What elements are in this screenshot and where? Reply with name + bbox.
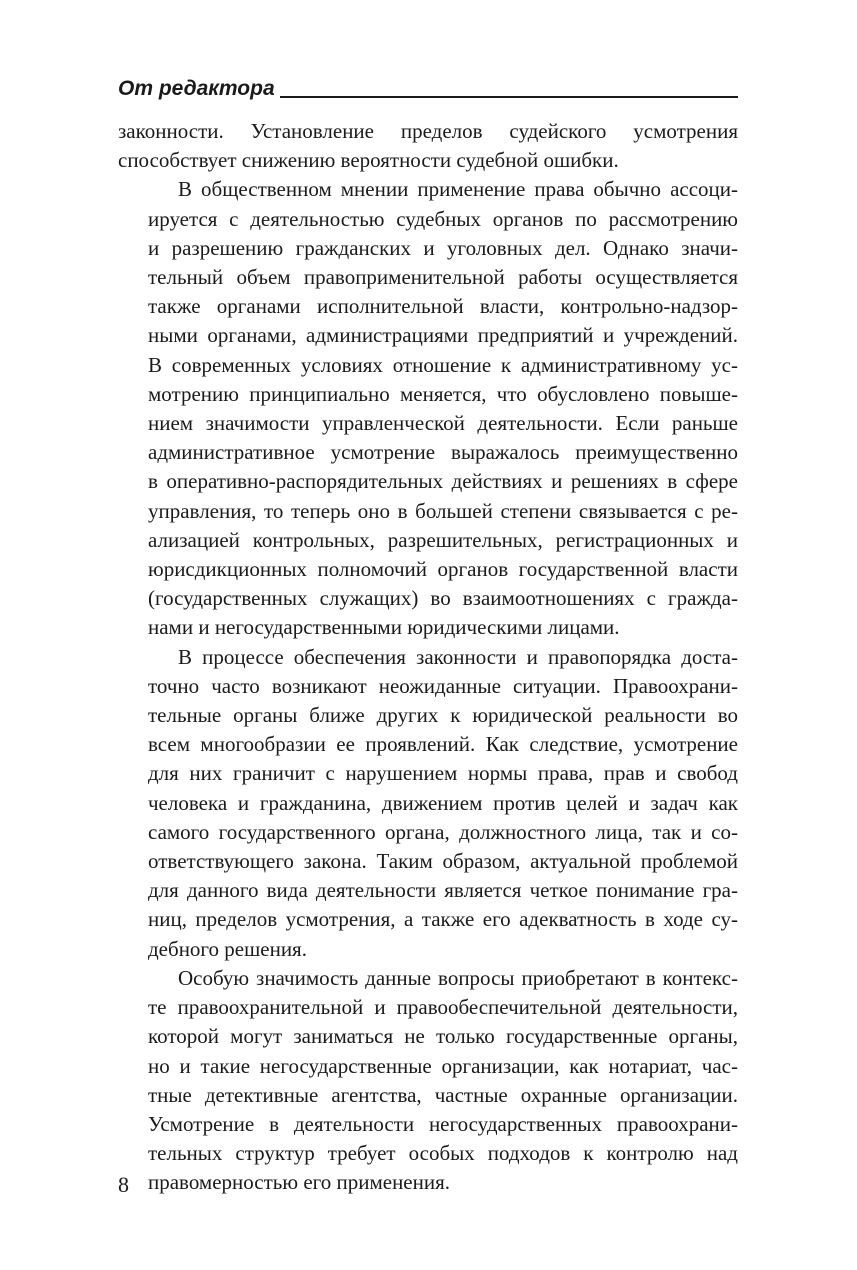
text-line: ниц, пределов усмотрения, а также его адекватность в ходе су- bbox=[148, 907, 738, 932]
text-line: которой могут заниматься не только государственные органы, bbox=[148, 1024, 738, 1049]
text-line: тельных структур требует особых подходов к контролю над bbox=[148, 1141, 738, 1166]
text-line: ируется с деятельностью судебных органов по рассмотрению bbox=[148, 206, 738, 231]
text-line: Особую значимость данные вопросы приобретают в контекс- bbox=[178, 965, 738, 990]
text-line: нием значимости управленческой деятельности. Если раньше bbox=[148, 411, 738, 436]
text-line: тные детективные агентства, частные охранные организации. bbox=[148, 1082, 738, 1107]
text-line: правомерностью его применения. bbox=[148, 1170, 451, 1195]
body-text bbox=[118, 117, 738, 1198]
text-line: точно часто возникают неожиданные ситуации. Правоохрани- bbox=[148, 673, 738, 698]
text-line: дебного решения. bbox=[148, 936, 307, 961]
text-line: ализацией контрольных, разрешительных, регистрационных и bbox=[148, 527, 738, 552]
paragraph bbox=[118, 643, 738, 964]
text-line: самого государственного органа, должностного лица, так и со- bbox=[148, 819, 738, 844]
text-line: в оперативно-распорядительных действиях и решениях в сфере bbox=[148, 469, 738, 494]
paragraph bbox=[118, 117, 738, 175]
text-line: В современных условиях отношение к административному ус- bbox=[148, 352, 738, 377]
paragraph bbox=[118, 964, 738, 1198]
text-line: (государственных служащих) во взаимоотношениях с гражда- bbox=[148, 586, 738, 611]
paragraph bbox=[118, 175, 738, 642]
running-header-title: От редактора bbox=[118, 77, 275, 100]
text-line: ответствующего закона. Таким образом, актуальной проблемой bbox=[148, 849, 738, 874]
text-line: Усмотрение в деятельности негосударственных правоохрани- bbox=[148, 1111, 738, 1136]
page-number: 8 bbox=[118, 1172, 129, 1197]
text-line: В процессе обеспечения законности и правопорядка доста- bbox=[178, 644, 738, 669]
text-line: мотрению принципиально меняется, что обусловлено повыше- bbox=[148, 381, 738, 406]
text-line: тельные органы ближе других к юридической реальности во bbox=[148, 703, 738, 728]
text-line: также органами исполнительной власти, контрольно-надзор- bbox=[148, 294, 738, 319]
text-line: но и такие негосударственные организации, как нотариат, час- bbox=[148, 1053, 738, 1078]
text-line: человека и гражданина, движением против целей и задач как bbox=[148, 790, 738, 815]
running-header bbox=[118, 74, 738, 104]
header-rule bbox=[280, 96, 738, 98]
text-line: законности. Установление пределов судейского усмотрения bbox=[118, 119, 738, 143]
text-line: для данного вида деятельности является четкое понимание гра- bbox=[148, 878, 738, 903]
text-line: нами и негосударственными юридическими лицами. bbox=[148, 615, 620, 640]
text-line: и разрешению гражданских и уголовных дел. Однако значи- bbox=[148, 235, 738, 260]
text-line: ными органами, администрациями предприятий и учреждений. bbox=[148, 323, 738, 348]
text-line: тельный объем правоприменительной работы осуществляется bbox=[148, 265, 738, 290]
text-line: административное усмотрение выражалось преимущественно bbox=[148, 440, 738, 465]
text-line: те правоохранительной и правообеспечительной деятельности, bbox=[148, 995, 738, 1020]
text-line: всем многообразии ее проявлений. Как следствие, усмотрение bbox=[148, 732, 738, 757]
text-line: В общественном мнении применение права обычно ассоци- bbox=[178, 177, 738, 202]
text-line: управления, то теперь оно в большей степени связывается с ре- bbox=[148, 498, 738, 523]
text-line: способствует снижению вероятности судебной ошибки. bbox=[118, 148, 619, 173]
text-line: юрисдикционных полномочий органов государственной власти bbox=[148, 557, 738, 582]
text-line: для них граничит с нарушением нормы права, прав и свобод bbox=[148, 761, 738, 786]
